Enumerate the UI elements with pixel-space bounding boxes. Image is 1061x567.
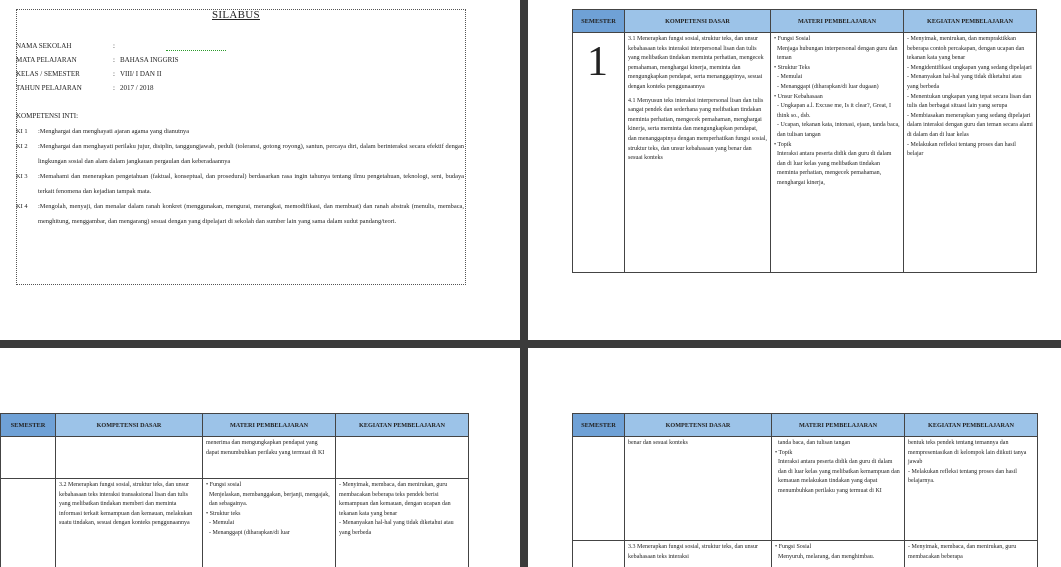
kegiatan-item: bentuk teks pendek tentang temannya dan mempresentasikan di kelompok lain diikuti tanya jawab [908,440,1027,466]
kd-cell [625,33,771,273]
ki-heading: KOMPETENSI INTI: [16,112,79,120]
document-page-4 [528,348,1061,567]
materi-struktur-item: - Menanggapi (diharapkan/di luar [209,529,290,536]
materi-fungsi-sosial-text: Menyuruh, melarang, dan menghimbau. [778,553,875,560]
kd-4-1: 4.1 Menyusun teks interaksi interpersonal lisan dan tulis sangat pendek dan sederhana yang melibatkan tindakan meminta perhatian, mengecek pemahaman, menghargai kinerja, serta meminta dan mengungkapkan pendapat, dan menanggapinya dengan memperhatikan fungsi sosial, struktur teks, dan unsur kebahasaan yang benar dan sesuai konteks [628,97,767,162]
materi-fungsi-sosial-title: • Fungsi Sosial [775,544,812,550]
header-semester: SEMESTER [573,10,625,33]
materi-struktur-title: • Struktur Teks [774,64,810,71]
materi-continued: tanda baca, dan tulisan tangan [778,440,851,446]
document-page-3 [0,348,520,567]
materi-topik-text: Interaksi antara peserta didik dan guru di dalam dan di luar kelas yang melibatkan kemampuan dan kemauan melakukan tindakan yang dapat menumbuhkan perilaku yang termuat di KI [778,459,900,494]
header-kompetensi-dasar: KOMPETENSI DASAR [625,10,771,33]
header-kompetensi-dasar: KOMPETENSI DASAR [56,414,203,437]
materi-fungsi-sosial-text: Menjaga hubungan interpersonal dengan guru dan teman [777,45,898,62]
materi-topik-title: • Topik [775,449,793,456]
materi-unsur-item: - Ucapan, tekanan kata, intonasi, ejaan, tanda baca, dan tulisan tangan [777,122,900,138]
kegiatan-item: - Menyimak, menirukan, dan mempraktikkan beberapa contoh percakapan, dengan ucapan dan tekanan kata yang benar [907,36,1025,62]
header-kegiatan: KEGIATAN PEMBELAJARAN [904,10,1037,33]
materi-cell [771,33,904,273]
materi-fungsi-sosial-title: • Fungsi Sosial [774,36,811,42]
kegiatan-item: - Menentukan ungkapan yang tepat secara lisan dan tulis dan berbagai situasi lain yang serupa [907,93,1032,110]
kegiatan-cell [904,33,1037,273]
materi-topik-title: • Topik [774,141,792,148]
semester-number: 1 [587,39,608,85]
kegiatan-item: - Menyimak, membaca, dan menirukan, guru membacakan beberapa teks pendek berisi kemampuan dan kemauan, dengan ucapan dan tekanan kata yang benar [339,482,451,517]
kegiatan-item: - Menanyakan hal-hal yang tidak diketahui atau yang berbeda [907,74,1022,90]
kegiatan-item: - Melakukan refleksi tentang proses dan hasil belajarnya. [908,468,1017,485]
materi-struktur-item: - Menanggapi (diharapkan/di luar dugaan) [777,83,879,90]
syllabus-table-2 [0,413,469,567]
kegiatan-item: - Mengidentifikasi ungkapan yang sedang dipelajari [907,64,1032,71]
materi-unsur-title: • Unsur Kebahasaan [774,93,823,100]
materi-continued: menerima dan mengungkapkan pendapat yang dapat menumbuhkan perilaku yang termuat di KI [206,440,325,456]
syllabus-table-3 [572,413,1038,567]
header-kegiatan: KEGIATAN PEMBELAJARAN [336,414,469,437]
gutter-horizontal [0,340,1061,348]
materi-topik-text: Interaksi antara peserta didik dan guru di dalam dan di luar kelas yang melibatkan tindakan meminta perhatian, mengecek pemahaman, menghargai kinerja, [777,151,892,186]
kd-3-2: 3.2 Menerapkan fungsi sosial, struktur teks, dan unsur kebahasaan teks interaksi transaksional lisan dan tulis yang melibatkan tindakan memberi dan meminta informasi terkait kemampuan dan kemauan, melakukan suatu tindakan, sesuai dengan konteks penggunaannya [59,482,193,527]
materi-struktur-item: - Memulai [209,520,235,527]
page-title: SILABUS [212,9,260,21]
materi-struktur-title: • Struktur teks [206,510,241,517]
header-kegiatan: KEGIATAN PEMBELAJARAN [905,414,1038,437]
kegiatan-item: - Membiasakan menerapkan yang sedang dipelajari dalam interaksi dengan guru dan teman secara alami di dalam dan di luar kelas [907,112,1033,138]
semester-cell [573,33,625,273]
document-page-1: SILABUS NAMA SEKOLAH : MATA PELAJARAN : BAHASA INGGRIS KELAS / SEMESTER : VIII/ I DAN II TAHUN PELAJARAN : 2017 / 2018 KOMPETENSI INTI: KI 1 :Menghargai dan menghayati ajaran agama yang dianutnya KI 2 :Menghargai dan menghayati perilaku jujur, disiplin, tanggungjawab, peduli (toleransi, gotong royong), santun, percaya diri, dalam berinteraksi secara efektif dengan lingkungan sosial dan alam dalam jangkauan pergaulan dan keberadaannya KI 3 :Memahami dan menerapkan pengetahuan (faktual, konseptual, dan prosedural) berdasarkan rasa ingin tahunya tentang ilmu pengetahuan, teknologi, seni, budaya terkait fenomena dan kejadian tampak mata. KI 4 :Mengolah, menyaji, dan menalar dalam ranah konkret (menggunakan, mengurai, merangkai, memodifikasi, dan membuat) dan ranah abstrak (menulis, membaca, menghitung, menggambar, dan mengarang) sesuai dengan yang dipelajari di sekolah dan sumber lain yang sama dalam sudut pandang/teori. [0,0,520,340]
kegiatan-item: - Melakukan refleksi tentang proses dan hasil belajar [907,141,1016,158]
header-materi: MATERI PEMBELAJARAN [771,10,904,33]
spellcheck-underline [166,46,226,51]
kd-3-1: 3.1 Menerapkan fungsi sosial, struktur teks, dan unsur kebahasaan teks interaksi interpersonal lisan dan tulis yang melibatkan tindakan meminta perhatian, mengecek pemahaman, menghargai kinerja, meminta dan mengungkapkan pendapat, serta menanggapinya, sesuai dengan konteks penggunaannya [628,36,764,90]
kd-continued: benar dan sesuai konteks [628,440,688,446]
syllabus-table-1 [572,9,1037,273]
document-page-2 [528,0,1061,340]
materi-struktur-item: - Memulai [777,74,803,81]
materi-unsur-item: - Ungkapan a.l. Excuse me, Is it clear?, Great, I think so., dsb. [777,103,891,119]
materi-fungsi-sosial-text: Menjelaskan, membanggakan, berjanji, mengajak, dan sebagainya. [209,491,330,508]
header-kompetensi-dasar: KOMPETENSI DASAR [625,414,772,437]
header-materi: MATERI PEMBELAJARAN [203,414,336,437]
materi-fungsi-sosial-title: • Fungsi sosial [206,482,242,488]
kegiatan-item: - Menanyakan hal-hal yang tidak diketahui atau yang berbeda [339,520,454,536]
header-materi: MATERI PEMBELAJARAN [772,414,905,437]
header-semester: SEMESTER [573,414,625,437]
gutter-vertical [520,0,528,567]
kegiatan-item: - Menyimak, membaca, dan menirukan, guru membacakan beberapa [908,544,1017,560]
header-semester: SEMESTER [1,414,56,437]
kd-3-3: 3.3 Menerapkan fungsi sosial, struktur teks, dan unsur kebahasaan teks interaksi [628,544,758,560]
